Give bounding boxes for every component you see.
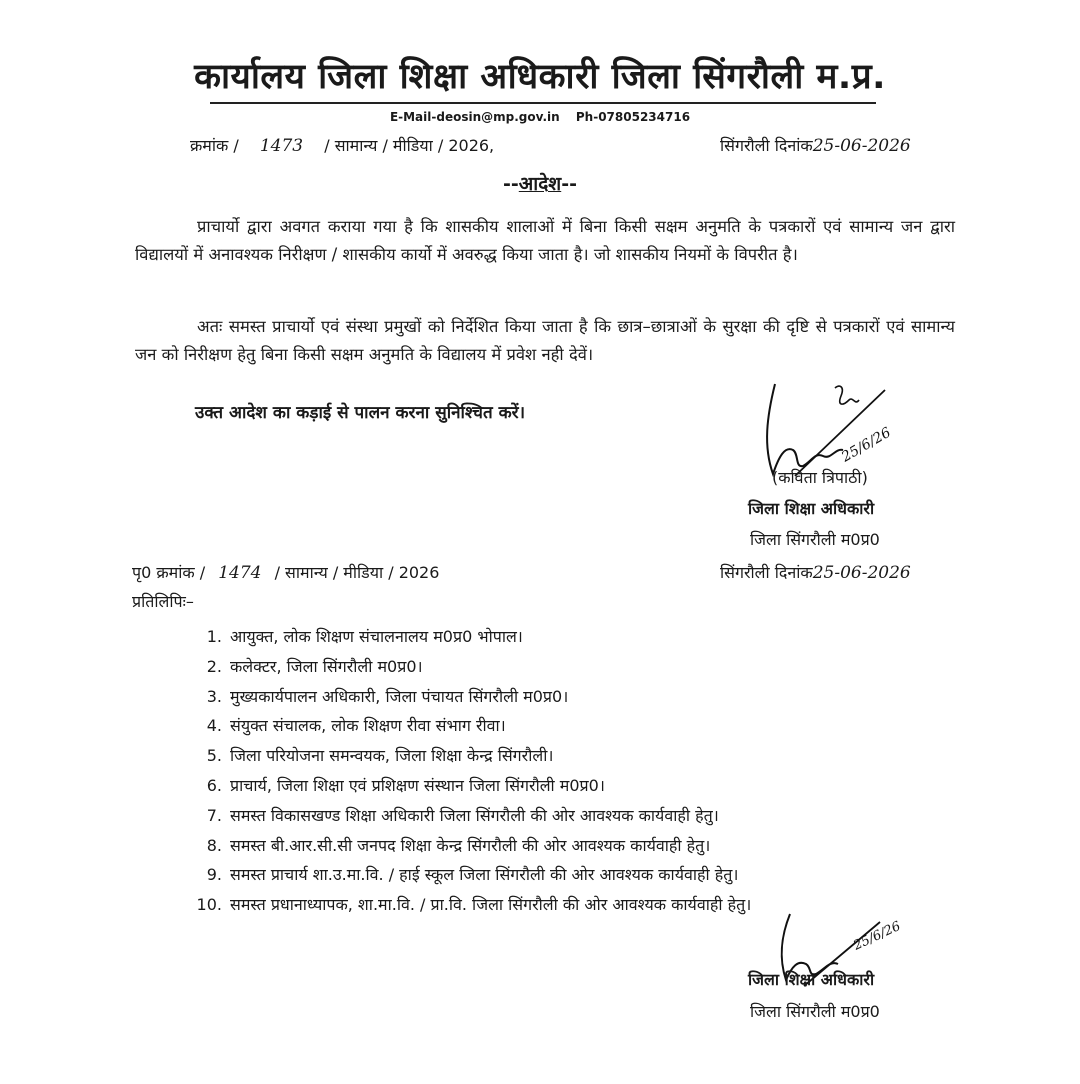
copy-item-text: समस्त प्राचार्य शा.उ.मा.वि. / हाई स्कूल जिला सिंगरौली की ओर आवश्यक कार्यवाही हेतु। (230, 865, 739, 885)
order-reference (190, 134, 494, 156)
copy-item-text: मुख्यकार्यपालन अधिकारी, जिला पंचायत सिंगरौली म0प्र0। (230, 686, 569, 706)
copy-list-item (192, 682, 972, 712)
copy-list-item (192, 711, 972, 741)
copy-item-text: प्राचार्य, जिला शिक्षा एवं प्रशिक्षण संस्थान जिला सिंगरौली म0प्र0। (230, 775, 605, 795)
copy-item-text: जिला परियोजना समन्वयक, जिला शिक्षा केन्द्र सिंगरौली। (230, 746, 554, 766)
copy-item-text: आयुक्त, लोक शिक्षण संचालनालय म0प्र0 भोपाल। (230, 627, 523, 646)
order-ref-suffix: / सामान्य / मीडिया / 2026, (324, 136, 495, 155)
copy-item-number: 10. (196, 895, 222, 915)
signatory-name: (कविता त्रिपाठी) (772, 468, 868, 487)
order-heading (0, 170, 1080, 196)
body-paragraph-2 (135, 313, 955, 369)
copy-item-number: 7. (206, 805, 222, 825)
copy-date-value: 25-06-2026 (812, 563, 911, 583)
copy-ref-suffix: / सामान्य / मीडिया / 2026 (274, 563, 440, 582)
signature-2-date: 25/6/26 (851, 918, 904, 954)
order-ref-prefix: क्रमांक / (190, 136, 239, 155)
copy-list-item (192, 652, 972, 682)
signatory-designation: जिला शिक्षा अधिकारी (748, 499, 875, 518)
copy-item-number: 3. (206, 686, 222, 706)
para1-text: प्राचार्यो द्वारा अवगत कराया गया है कि शासकीय शालाओं में बिना किसी सक्षम अनुमति के पत्रकारों एवं सामान्य जन द्वारा विद्यालयों में अनावश्यक निरीक्षण / शासकीय कार्यो में अवरुद्ध किया जाता है। जो शासकीय नियमों के विपरीत है। (135, 217, 955, 264)
signatory-2-location: जिला सिंगरौली म0प्र0 (750, 1002, 880, 1021)
copy-item-number: 5. (206, 746, 222, 766)
order-date (720, 134, 911, 156)
copy-ref-number: 1474 (218, 563, 262, 583)
copy-item-number: 2. (206, 656, 222, 676)
copy-item-number: 4. (206, 716, 222, 736)
copy-list-item (192, 831, 972, 861)
compliance-line: उक्त आदेश का कड़ाई से पालन करना सुनिश्चित करें। (195, 403, 526, 423)
order-date-value: 25-06-2026 (812, 136, 911, 156)
copy-reference (132, 561, 439, 583)
para2-text: अतः समस्त प्राचार्यो एवं संस्था प्रमुखों को निर्देशित किया जाता है कि छात्र–छात्राओं के सुरक्षा की दृष्टि से पत्रकारों एवं सामान्य जन को निरीक्षण हेतु बिना किसी सक्षम अनुमति के विद्यालय में प्रवेश नही देवें। (135, 317, 955, 364)
copy-item-text: कलेक्टर, जिला सिंगरौली म0प्र0। (230, 656, 423, 676)
body-paragraph-1 (135, 213, 955, 269)
phone-text: Ph-07805234716 (575, 110, 691, 124)
copy-item-number: 9. (206, 865, 222, 885)
signature-1-date: 25/6/26 (839, 424, 894, 466)
copy-item-text: समस्त विकासखण्ड शिक्षा अधिकारी जिला सिंगरौली की ओर आवश्यक कार्यवाही हेतु। (230, 805, 719, 825)
copy-list-item (192, 860, 972, 890)
signatory-location: जिला सिंगरौली म0प्र0 (750, 530, 880, 549)
copy-ref-prefix: पृ0 क्रमांक / (132, 563, 206, 582)
copy-date (720, 561, 911, 583)
copy-list-item (192, 622, 972, 652)
copy-to-label: प्रतिलिपिः– (132, 592, 194, 611)
copy-item-text: समस्त बी.आर.सी.सी जनपद शिक्षा केन्द्र सिंगरौली की ओर आवश्यक कार्यवाही हेतु। (230, 835, 711, 855)
order-ref-number: 1473 (259, 136, 304, 156)
email-text: E-Mail-deosin@mp.gov.in (389, 110, 560, 124)
copy-list-item (192, 741, 972, 771)
title-underline (210, 102, 876, 104)
signatory-2-designation: जिला शिक्षा अधिकारी (748, 970, 875, 989)
heading-dash-right: -- (561, 173, 577, 195)
copy-item-number: 1. (206, 627, 222, 646)
order-date-label: सिंगरौली दिनांक (720, 136, 813, 155)
copy-to-list (192, 622, 972, 920)
copy-item-text: संयुक्त संचालक, लोक शिक्षण रीवा संभाग रीवा। (230, 716, 506, 736)
copy-date-label: सिंगरौली दिनांक (720, 563, 813, 582)
copy-list-item (192, 771, 972, 801)
copy-item-number: 6. (206, 775, 222, 795)
copy-list-item (192, 801, 972, 831)
office-title: कार्यालय जिला शिक्षा अधिकारी जिला सिंगरौली म.प्र. (194, 57, 886, 97)
heading-word: आदेश (518, 173, 562, 195)
copy-item-text: समस्त प्रधानाध्यापक, शा.मा.वि. / प्रा.वि. जिला सिंगरौली की ओर आवश्यक कार्यवाही हेतु। (230, 895, 752, 915)
heading-dash-left: -- (503, 173, 519, 195)
contact-line (0, 110, 1080, 124)
copy-item-number: 8. (206, 835, 222, 855)
